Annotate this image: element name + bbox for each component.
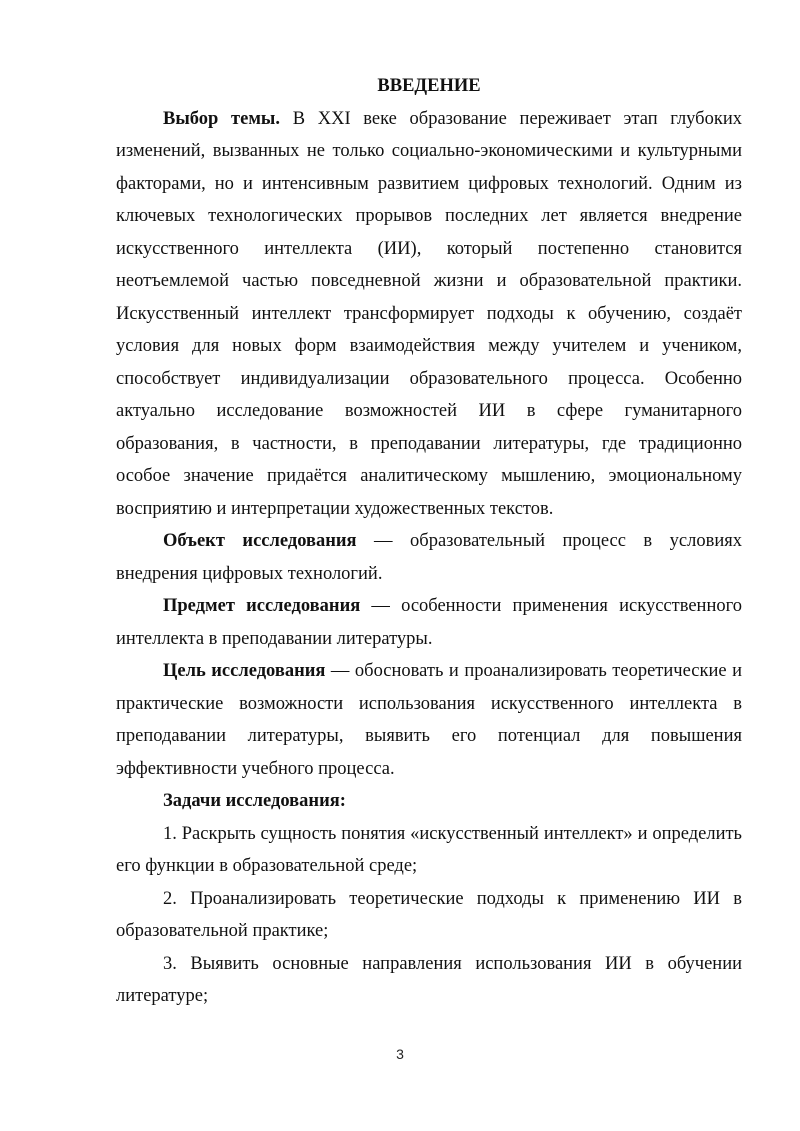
object-text: — образовательный процесс в условиях внедрения цифровых технологий. <box>116 531 742 584</box>
document-body <box>116 70 742 1013</box>
goal-label: Цель исследования <box>163 661 326 681</box>
intro-label: Выбор темы. <box>163 108 280 129</box>
goal-text: — обосновать и проанализировать теоретические и практические возможности использования искусственного интеллекта в преподавании литературы, выявить его потенциал для повышения эффективности учебного процесса. <box>116 661 742 779</box>
intro-paragraph <box>116 103 742 526</box>
subject-label: Предмет исследования <box>163 596 361 616</box>
task-item-2: 2. Проанализировать теоретические подходы к применению ИИ в образовательной практике; <box>116 888 742 941</box>
page-number: 3 <box>396 1046 404 1062</box>
intro-text: В XXI веке образование переживает этап глубоких изменений, вызванных не только социально-экономическими и культурными факторами, но и интенсивным развитием цифровых технологий. Одним из ключевых технологических прорывов последних лет является внедрение искусственного интеллекта (ИИ), который постепенно становится неотъемлемой частью повседневной жизни и образовательной практики. Искусственный интеллект трансформирует подходы к обучению, создаёт условия для новых форм взаимодействия между учителем и учеником, способствует индивидуализации образовательного процесса. Особенно актуально исследование возможностей ИИ в сфере гуманитарного образования, в частности, в преподавании литературы, где традиционно особое значение придаётся аналитическому мышлению, эмоциональному восприятию и интерпретации художественных текстов. <box>116 108 742 519</box>
tasks-heading: Задачи исследования: <box>163 791 346 811</box>
object-paragraph <box>116 525 742 590</box>
subject-text: — особенности применения искусственного интеллекта в преподавании литературы. <box>116 596 742 649</box>
goal-paragraph <box>116 655 742 785</box>
task-item-3: 3. Выявить основные направления использования ИИ в обучении литературе; <box>116 953 742 1006</box>
subject-paragraph <box>116 590 742 655</box>
object-label: Объект исследования <box>163 531 357 551</box>
task-item-1: 1. Раскрыть сущность понятия «искусственный интеллект» и определить его функции в образовательной среде; <box>116 823 742 876</box>
section-title: ВВЕДЕНИЕ <box>377 76 481 96</box>
